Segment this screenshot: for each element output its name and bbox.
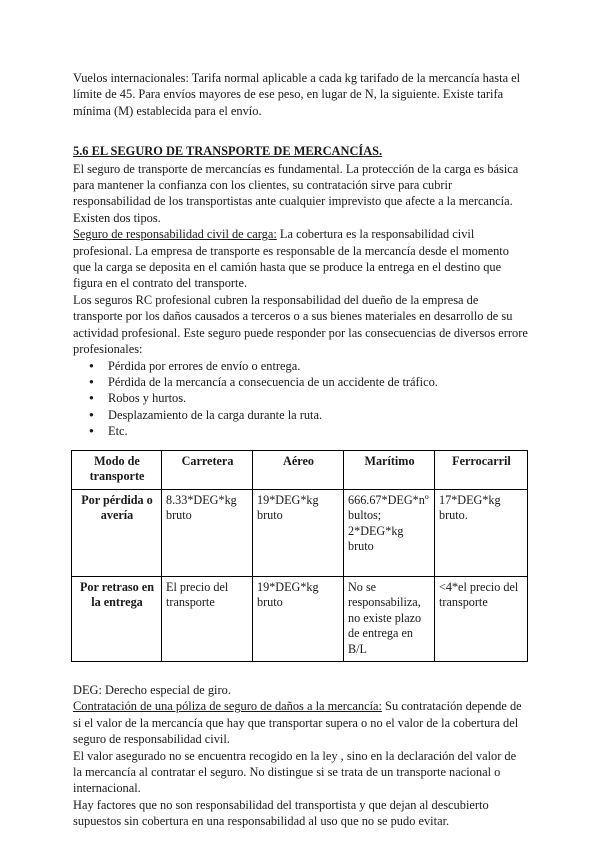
table-header-row [72, 450, 528, 489]
list-item: ● Pérdida de la mercancía a consecuencia de un accidente de tráfico. [73, 374, 528, 390]
paragraph-rc-professional: Los seguros RC profesional cubren la responsabilidad del dueño de la empresa de transporte por los daños causados a terceros o a sus bienes materiales en desarrollo de su actividad profesional. Este seguro puede responder por las consecuencias de diversos errore profesionales: [73, 292, 528, 357]
table-cell: El precio del transporte [162, 576, 253, 662]
intro-paragraph: Vuelos internacionales: Tarifa normal aplicable a cada kg tarifado de la mercancía hasta el límite de 45. Para envíos mayores de ese peso, en lugar de N, la siguiente. Existe tarifa mínima (M) establecida para el envío. [73, 71, 521, 118]
table-cell: 19*DEG*kg bruto [253, 576, 344, 662]
row-header-cell: Por retraso en la entrega [72, 576, 162, 662]
table-cell: 8.33*DEG*kg bruto [162, 489, 253, 576]
deg-note: DEG: Derecho especial de giro. [73, 683, 231, 698]
paragraph-civil-liability [73, 226, 528, 292]
section-title: 5.6 EL SEGURO DE TRANSPORTE DE MERCANCÍAS. [73, 144, 383, 159]
damage-policy-label: Contratación de una póliza de seguro de daños a la mercancía: [73, 699, 382, 714]
document-page [73, 70, 528, 830]
damage-policy-text: Su contratación depende de si el valor de la mercancía que hay que transportar supera o no el valor de la cobertura del seguro de responsabilidad civil. [73, 699, 522, 747]
list-item: ● Pérdida por errores de envío o entrega. [73, 358, 528, 374]
table-cell: 17*DEG*kg bruto. [435, 489, 528, 576]
row-header-cell: Por pérdida o avería [72, 489, 162, 576]
header-cell: Modo de transporte [72, 450, 162, 489]
table-row [72, 489, 528, 576]
paragraph-uncovered-factors: Hay factores que no son responsabilidad del transportista y que dejan al descubierto supuestos sin cobertura en una responsabilidad al uso que no se pudo evitar. [73, 797, 489, 829]
header-cell: Marítimo [344, 450, 435, 489]
table-cell: 666.67*DEG*nº bultos; 2*DEG*kg bruto [344, 489, 435, 576]
transport-liability-table [71, 450, 528, 663]
list-item: ● Robos y hurtos. [73, 390, 528, 406]
paragraph-insured-value: El valor asegurado no se encuentra recogido en la ley , sino en la declaración del valor de la mercancía al contratar el seguro. No distingue si se trata de un transporte nacional o internacional. [73, 748, 517, 796]
paragraph-insurance-intro: El seguro de transporte de mercancías es fundamental. La protección de la carga es básica para mantener la confianza con los clientes, su contratación sirve para cubrir responsabilidad de los transportistas ante cualquier imprevisto que afecte a la mercancía. Existen dos tipos. [73, 161, 519, 225]
bullet-list [73, 358, 528, 440]
header-cell: Aéreo [253, 450, 344, 489]
header-cell: Carretera [162, 450, 253, 489]
table-row [72, 576, 528, 662]
civil-liability-label: Seguro de responsabilidad civil de carga: [73, 227, 277, 242]
table-cell: <4*el precio del transporte [435, 576, 528, 662]
header-cell: Ferrocarril [435, 450, 528, 489]
list-item: ● Desplazamiento de la carga durante la ruta. [73, 407, 528, 423]
civil-liability-text: La cobertura es la responsabilidad civil profesional. La empresa de transporte es responsable de la mercancía desde el momento que la carga se deposita en el camión hasta que se produce la entrega en el destino que figura en el contrato del transporte. [73, 227, 509, 291]
list-item: ● Etc. [73, 423, 528, 439]
paragraph-damage-policy [73, 698, 528, 747]
table-cell: 19*DEG*kg bruto [253, 489, 344, 576]
table-cell: No se responsabiliza, no existe plazo de entrega en B/L [344, 576, 435, 662]
